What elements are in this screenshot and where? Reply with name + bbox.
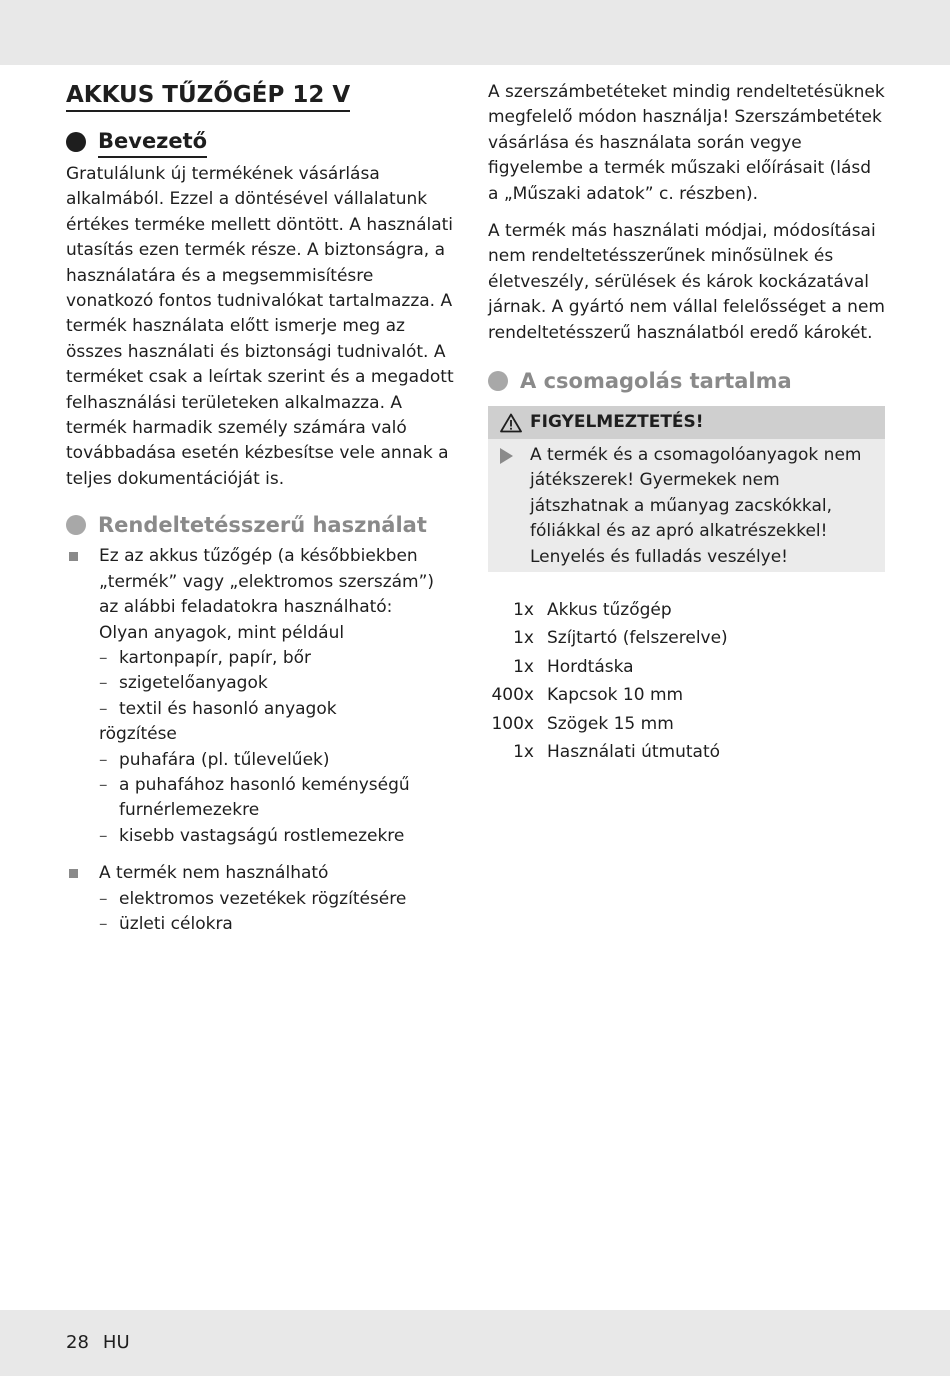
section-dot-icon [66, 132, 86, 152]
intro-heading [66, 126, 458, 158]
page-number: 28 [66, 1332, 89, 1353]
dash-item: – üzleti célokra [99, 913, 233, 934]
bullet-text: Ez az akkus tűzőgép (a későbbiekben „termék” vagy „elektromos szerszám”) az alábbi feladatokra használható: [99, 546, 435, 618]
bullet-square-icon [69, 552, 78, 561]
left-column [66, 80, 458, 937]
dash-item: – puhafára (pl. tűlevelűek) [99, 749, 330, 770]
bullet-square-icon [69, 869, 78, 878]
package-heading [488, 366, 885, 396]
warning-title: FIGYELMEZTETÉS! [530, 411, 704, 432]
paragraph: A termék más használati módjai, módosításai nem rendeltetésszerűnek minősülnek és életveszély, sérülések és károk kockázatával járnak. A gyártó nem vállal felelősséget a nem rendeltetésszerű használatból eredő károkét. [488, 221, 885, 343]
list-item: 1x Használati útmutató [513, 742, 721, 763]
dash-item: – elektromos vezetékek rögzítésére [99, 888, 407, 909]
right-column [488, 80, 885, 766]
list-item: 400x Kapcsok 10 mm [491, 685, 684, 706]
bullet-text: rögzítése [99, 724, 177, 745]
list-item: 1x Hordtáska [513, 656, 634, 677]
warning-header [488, 406, 885, 439]
intro-text: Gratulálunk új termékének vásárlása alkalmából. Ezzel a döntésével vállalatunk értékes terméke mellett döntött. A használati utasítás ezen termék része. A biztonságra, a használatára és a megsemmisítésre vonatkozó fontos tudnivalókat tartalmazza. A termék használata előtt ismerje meg az összes használati és biztonsági tudnivalót. A terméket csak a leírtak szerint és a megadott felhasználási területeken alkalmazza. A termék harmadik személy számára való továbbadása esetén kézbesítse vele annak a teljes dokumentációját is. [66, 164, 454, 489]
dash-item: – a puhafához hasonló keménységű furnérlemezekre [99, 774, 410, 821]
warning-box [488, 406, 885, 572]
document-title: AKKUS TŰZŐGÉP 12 V [66, 80, 350, 112]
bullet-text: Olyan anyagok, mint például [99, 622, 345, 643]
arrow-right-icon [500, 448, 513, 464]
package-heading-text: A csomagolás tartalma [520, 369, 792, 394]
intro-heading-text: Bevezető [98, 126, 207, 158]
dash-item: – kartonpapír, papír, bőr [99, 647, 312, 668]
list-item [66, 544, 458, 849]
package-contents-list [488, 596, 885, 766]
section-dot-icon [66, 515, 86, 535]
intended-use-heading-text: Rendeltetésszerű használat [98, 513, 427, 538]
list-item: 1x Szíjtartó (felszerelve) [513, 628, 728, 649]
header-band [0, 0, 950, 65]
list-item: 1x Akkus tűzőgép [513, 600, 672, 621]
dash-item: – szigetelőanyagok [99, 673, 268, 694]
dash-item: – kisebb vastagságú rostlemezekre [99, 825, 405, 846]
paragraph: A szerszámbetéteket mindig rendeltetésüknek megfelelő módon használja! Szerszámbetétek vásárlása és használata során vegye figyelembe a termék műszaki előírásait (lásd a „Műszaki adatok” c. részben). [488, 82, 885, 204]
list-item: 100x Szögek 15 mm [491, 713, 674, 734]
section-dot-icon [488, 371, 508, 391]
intended-use-heading [66, 510, 458, 540]
footer-band [0, 1310, 950, 1376]
warning-body [488, 439, 885, 572]
bullet-text: A termék nem használható [99, 863, 329, 884]
dash-item: – textil és hasonló anyagok [99, 698, 337, 719]
warning-text: A termék és a csomagolóanyagok nem játékszerek! Gyermekek nem játszhatnak a műanyag zacskókkal, fóliákkal és az apró alkatrészekkel! Lenyelés és fulladás veszélye! [530, 445, 862, 567]
warning-triangle-icon [500, 413, 522, 433]
language-code: HU [102, 1332, 130, 1353]
page-footer [66, 1330, 130, 1356]
list-item [66, 861, 458, 937]
